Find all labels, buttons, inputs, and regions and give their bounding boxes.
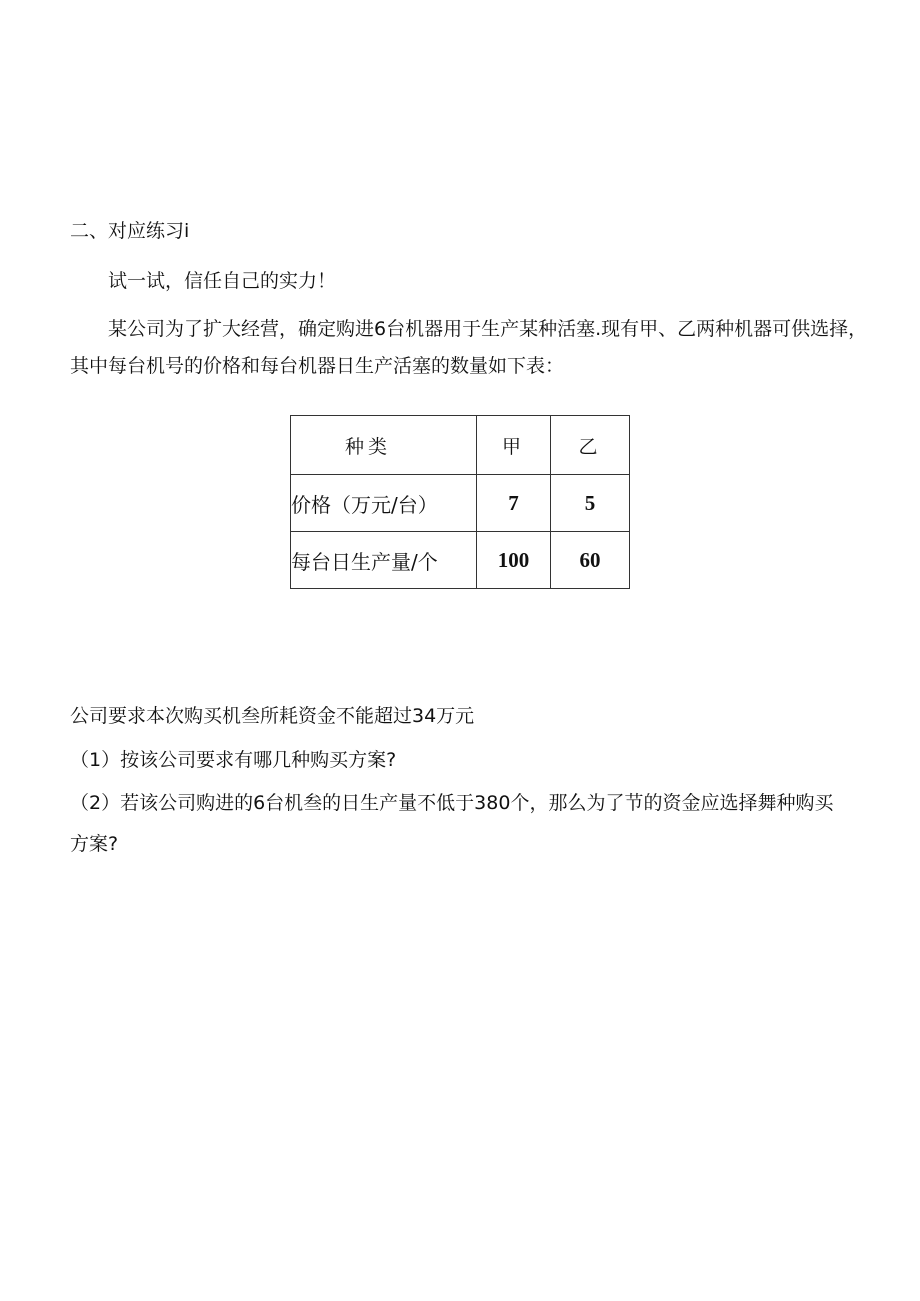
problem-text-line-1: 某公司为了扩大经营，确定购进6台机器用于生产某种活塞.现有甲、乙两种机器可供选择， [108, 318, 868, 340]
header-cell-jia: 甲 [477, 416, 551, 475]
price-yi: 5 [551, 475, 630, 532]
price-jia: 7 [477, 475, 551, 532]
table-header-row [291, 416, 630, 475]
header-cell-type: 种类 [291, 416, 477, 475]
row-label-price: 价格（万元/台） [291, 475, 477, 532]
machine-spec-table [290, 415, 630, 589]
section-title: 二、对应练习i [70, 220, 190, 242]
table-row-price [291, 475, 630, 532]
header-cell-yi: 乙 [551, 416, 630, 475]
requirement-text: 公司要求本次购买机叁所耗资金不能超过34万元 [70, 705, 475, 727]
output-yi: 60 [551, 532, 630, 589]
encouragement-text: 试一试，信任自己的实力！ [108, 270, 337, 292]
question-1: （1）按该公司要求有哪几种购买方案? [70, 749, 397, 771]
table-row-output [291, 532, 630, 589]
question-2-line-1: （2）若该公司购进的6台机叁的日生产量不低于380个，那么为了节的资金应选择舞种购买 [70, 792, 834, 814]
question-2-line-2: 方案? [70, 833, 119, 855]
row-label-output: 每台日生产量/个 [291, 532, 477, 589]
problem-text-line-2: 其中每台机号的价格和每台机器日生产活塞的数量如下表： [70, 355, 565, 377]
output-jia: 100 [477, 532, 551, 589]
